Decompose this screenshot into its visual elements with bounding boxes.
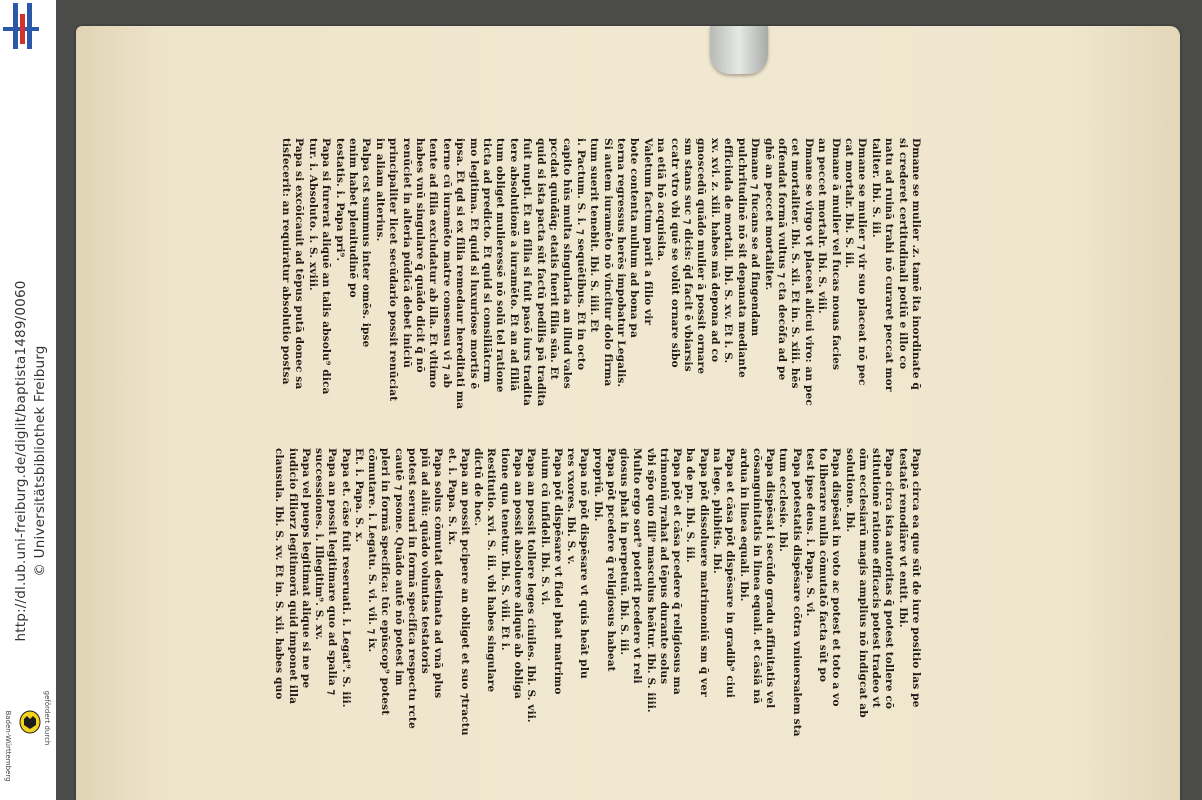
text-line: xv. xvi. z. xiii. habes mā depona ad co bbox=[708, 138, 721, 363]
text-line: stitutionē ratione efficacis potest tradeo vt bbox=[870, 448, 883, 708]
text-line: terna regressus herēs impobatur Legalis. bbox=[615, 138, 628, 388]
text-line: Papa potestatis dispēsare cōtra vniuersalem sta bbox=[790, 448, 803, 737]
text-line: Papa pōt et cāsa pcedere q̄ religiosus ma bbox=[671, 448, 684, 695]
text-line: na lege. phibitis. Ibi. bbox=[711, 448, 724, 574]
text-line: fuit nupti. Et an filia si fuit pasō iurs tradita bbox=[521, 138, 534, 406]
right-column bbox=[272, 448, 922, 740]
text-line: Papa an possit legitimare quo ad spalia ⁊ bbox=[326, 448, 339, 695]
text-line: principaliter licet secūdario possit renūciat bbox=[387, 138, 400, 402]
text-line: Papa pōt pcedere q̄ religiosus habeat bbox=[604, 448, 617, 672]
text-line: trimoniū ⁊rahat ad tēpus durante solus bbox=[657, 448, 670, 685]
text-line: ipsa. Et qd si ex filia remedaur hereditati ma bbox=[454, 138, 467, 410]
text-line: Papa an possit pcipere an obliget et suo ⁊tractu bbox=[458, 448, 471, 736]
text-line: Papa si excōicauit ad tēpus putā donec sa bbox=[293, 138, 306, 390]
text-line: Dmane se mulier ⁊ vir suo placeat nō pec bbox=[856, 138, 869, 386]
text-line: Dmane se mulier .z. tamē ita inordinate q̄ bbox=[910, 138, 922, 390]
text-line: Multo ergo sort⁹ poterit pcedere vt reli bbox=[631, 448, 644, 684]
text-line: tente ad filia excludatur ab illa. Et vltimo bbox=[427, 138, 440, 388]
text-line: quid si ista pacta sūt factū pedilis pā tradita bbox=[534, 138, 547, 407]
text-line: ticta ad predicto. Et quid si consiliātcrm bbox=[481, 138, 493, 383]
text-line: gnoscedū quādo mulier ā possit ornare bbox=[695, 138, 708, 375]
text-line: testatē renodiāre vt entit. Ibi. bbox=[896, 448, 909, 628]
text-line: na etiā hō acquisita. bbox=[655, 138, 668, 261]
text-line: Dmane se virgo vt placeat alicui viro: an pec bbox=[802, 138, 815, 406]
sponsor-top-text: gefördert durch bbox=[43, 690, 51, 746]
document-url[interactable]: http://dl.ub.uni-freiburg.de/diglit/baptista1489/0060 bbox=[13, 280, 29, 642]
text-line: ardua in linea equali. Ibi. bbox=[737, 448, 750, 602]
text-line: Si autem iuramēto nō vincitur dolo firma bbox=[601, 138, 614, 387]
sponsor-mark bbox=[0, 682, 56, 800]
text-line: Papa et. cāse fuit reseruati. i. Legat⁹. S. iii. bbox=[339, 448, 352, 708]
text-line: sm stans suc ⁊ dicis: q̄d facit ē vbiarsis bbox=[682, 138, 695, 372]
text-line: ccatr vtro vbi quē se volūt ornare sibo bbox=[668, 138, 681, 368]
text-line: Papa vel pueps legitimat alique si ne pe bbox=[299, 448, 312, 689]
text-line: testatis. i. Papa pri⁹. bbox=[333, 138, 346, 262]
text-line: Valetum factum parit a filio vir bbox=[641, 138, 654, 326]
text-line: Papa pōt dispēsare vt fidel phat matrimo bbox=[551, 448, 564, 695]
text-line: ghē an peccet mortaliter. bbox=[762, 138, 775, 291]
text-line: an peccet mortalr. Ibi. S. viii. bbox=[816, 138, 829, 314]
text-line: Papa circa ea que sūt de iure positio las pe bbox=[910, 448, 922, 708]
viewer-sidebar bbox=[0, 0, 56, 800]
text-line: res vxores. Ibi. S. v. bbox=[565, 448, 578, 565]
text-line: nium cū infideli. Ibi. S. vi. bbox=[538, 448, 551, 606]
text-line: Papa dispēsat i secūdo gradu affinitatis vel bbox=[764, 448, 777, 709]
text-line: Papa nō pōt dispēsare vt quis heāt plu bbox=[578, 448, 591, 679]
text-line: tum ecclesie. Ibi. bbox=[777, 448, 790, 552]
text-line: Papa circa ista autoritas q̄ potest tollere cō bbox=[883, 448, 896, 710]
text-line: tisfecerit: an requiratur absolutio postsa bbox=[279, 138, 292, 385]
text-line: Papa pōt dissoluere matrimoniū sm q̄ ver bbox=[697, 448, 710, 697]
text-line: ba de pn. Ibi. S. iii. bbox=[684, 448, 697, 563]
text-line: iudicio filiorz legitimorū quid imponet illa bbox=[286, 448, 299, 705]
text-line: Restitutio. xvi. S. iii. vbi habes singulare bbox=[485, 448, 498, 693]
text-line: renūciet in alteria pūdicā debet iniciū bbox=[400, 138, 413, 368]
text-line: cet mortaliter. Ibi. S. xii. Et in. S. xiii. hēs bbox=[789, 138, 802, 389]
page-clip bbox=[710, 26, 768, 74]
text-line: terne cū iuramēto matre consensu vi ⁊ ab bbox=[440, 138, 453, 389]
text-line: Papa dispēsat in voto ac potest et toto a vo bbox=[830, 448, 843, 707]
text-line: capito hūs multa singularia an illud vales bbox=[561, 138, 574, 389]
text-line: et. i. Papa. S. ix. bbox=[445, 448, 458, 546]
text-line: natu ad ruinā trahi nō curaret peccat mor bbox=[883, 138, 896, 392]
text-line: giosus phat in perpetuū. Ibi. S. iii. bbox=[618, 448, 631, 656]
text-line: Dmane ⁊ fucans se ad fingendam bbox=[749, 138, 762, 337]
text-line: cat mortalr. Ibi. S. iii. bbox=[842, 138, 855, 269]
text-line: i. Pactum. S. i. ⁊ sequētibus. Et in octo bbox=[574, 138, 587, 371]
left-column bbox=[272, 138, 922, 430]
text-line: propriū. Ibi. bbox=[591, 448, 604, 522]
text-line: efficiuda de mortali. Ibi. S. xv. Et i. S. bbox=[722, 138, 735, 364]
ub-freiburg-logo-icon[interactable] bbox=[0, 0, 56, 56]
text-line: tur. i. Absoluto. i. S. xviii. bbox=[306, 138, 319, 291]
text-line: successiones. i. Illegitim⁹. S. xv. bbox=[313, 448, 326, 641]
text-line: mo legitima. Et quid si luxuriose mortis ē bbox=[467, 138, 480, 390]
text-line: Dmane ā mulier vel fucas nouas facies bbox=[829, 138, 842, 371]
text-line: pleri in formā specifica: tūc epūscop⁹ potest bbox=[379, 448, 392, 716]
text-line: solutione. Ibi. bbox=[843, 448, 856, 533]
text-line: in aliam alterius. bbox=[373, 138, 386, 242]
text-line: offendat formā vultus ⁊ cta decōfa ad pe bbox=[775, 138, 788, 381]
text-line: Papa si furerat aliquē an talis absolu⁹ dica bbox=[320, 138, 333, 395]
text-line: Et. i. Papa. S. x. bbox=[352, 448, 365, 543]
text-line: Papa an possit absoluere aliquē ab obliga bbox=[512, 448, 525, 699]
text-line: clausula. Ibi. S. xv. Et in. S. xii. habes quo bbox=[273, 448, 286, 700]
text-line: cōsanguinitatis in linea equali. et cāsiā nā bbox=[750, 448, 763, 704]
text-line: habes vnū singulare q̄ quādo dicit q̄ nō bbox=[413, 138, 426, 373]
text-line: oīm ecclesiarū magis amplius nō indigcat ab bbox=[856, 448, 869, 718]
text-line: pccdat quūdāq; etatis fuerit filia sūa. Et bbox=[548, 138, 561, 380]
baden-wuerttemberg-seal-icon bbox=[19, 710, 41, 734]
text-line: tere absolutionē a iuramēto. Et an ad filiā bbox=[507, 138, 520, 392]
text-line: si crederet certitudinali potiū e illo co bbox=[896, 138, 909, 370]
text-line: tione qua tenetur. Ibi. S. viii. Et i. bbox=[498, 448, 511, 651]
text-line: tum suerit tenebit. Ibi. S. iiii. Et bbox=[588, 138, 601, 333]
text-line: cautē ⁊ psone. Quādo autē nō potest im bbox=[392, 448, 405, 686]
text-line: dictū de hoc. bbox=[472, 448, 485, 527]
text-line: bote contenta nullum ad bona pa bbox=[628, 138, 641, 338]
text-line: tum obliget mulieressē nō solū tel ratione bbox=[494, 138, 507, 393]
text-line: pulchritudinē nō sit depanata mediante bbox=[735, 138, 748, 378]
text-line: piū ad aliū: quādo voluntas testatoris bbox=[419, 448, 432, 674]
page-text-area bbox=[272, 138, 922, 740]
text-line: enim habet plenitudinē po bbox=[346, 138, 359, 298]
copyright-notice: © Universitätsbibliothek Freiburg bbox=[32, 345, 48, 577]
text-line: taliter. Ibi. S. iii. bbox=[869, 138, 882, 238]
text-line: Papa solus cōmutat destinata ad vnā plus bbox=[432, 448, 445, 699]
text-line: cōmutare. i. Legatu. S. vi. vii. ⁊ ix. bbox=[366, 448, 379, 653]
text-line: Papa an possit tollere leges ciuiles. Ibi. S. vii. bbox=[525, 448, 538, 723]
text-line: potest seruari in formā specifica respectu rcte bbox=[405, 448, 418, 729]
text-line: test ipse deus. i. Papa. S. vi. bbox=[803, 448, 816, 617]
text-line: Papa et cāsa pōt dispēsare in gradib⁹ ciui bbox=[724, 448, 737, 698]
text-line: Palpa cst summus inter omēs. ipse bbox=[360, 138, 373, 348]
text-line: vbi sp̄o quo fili⁹ masculus heātur. Ibi. S. iiii. bbox=[644, 448, 657, 713]
sponsor-bottom-text: Baden-Württemberg bbox=[4, 710, 12, 782]
text-line: to liberare nulla cōmutatō facta sūt po bbox=[817, 448, 830, 683]
